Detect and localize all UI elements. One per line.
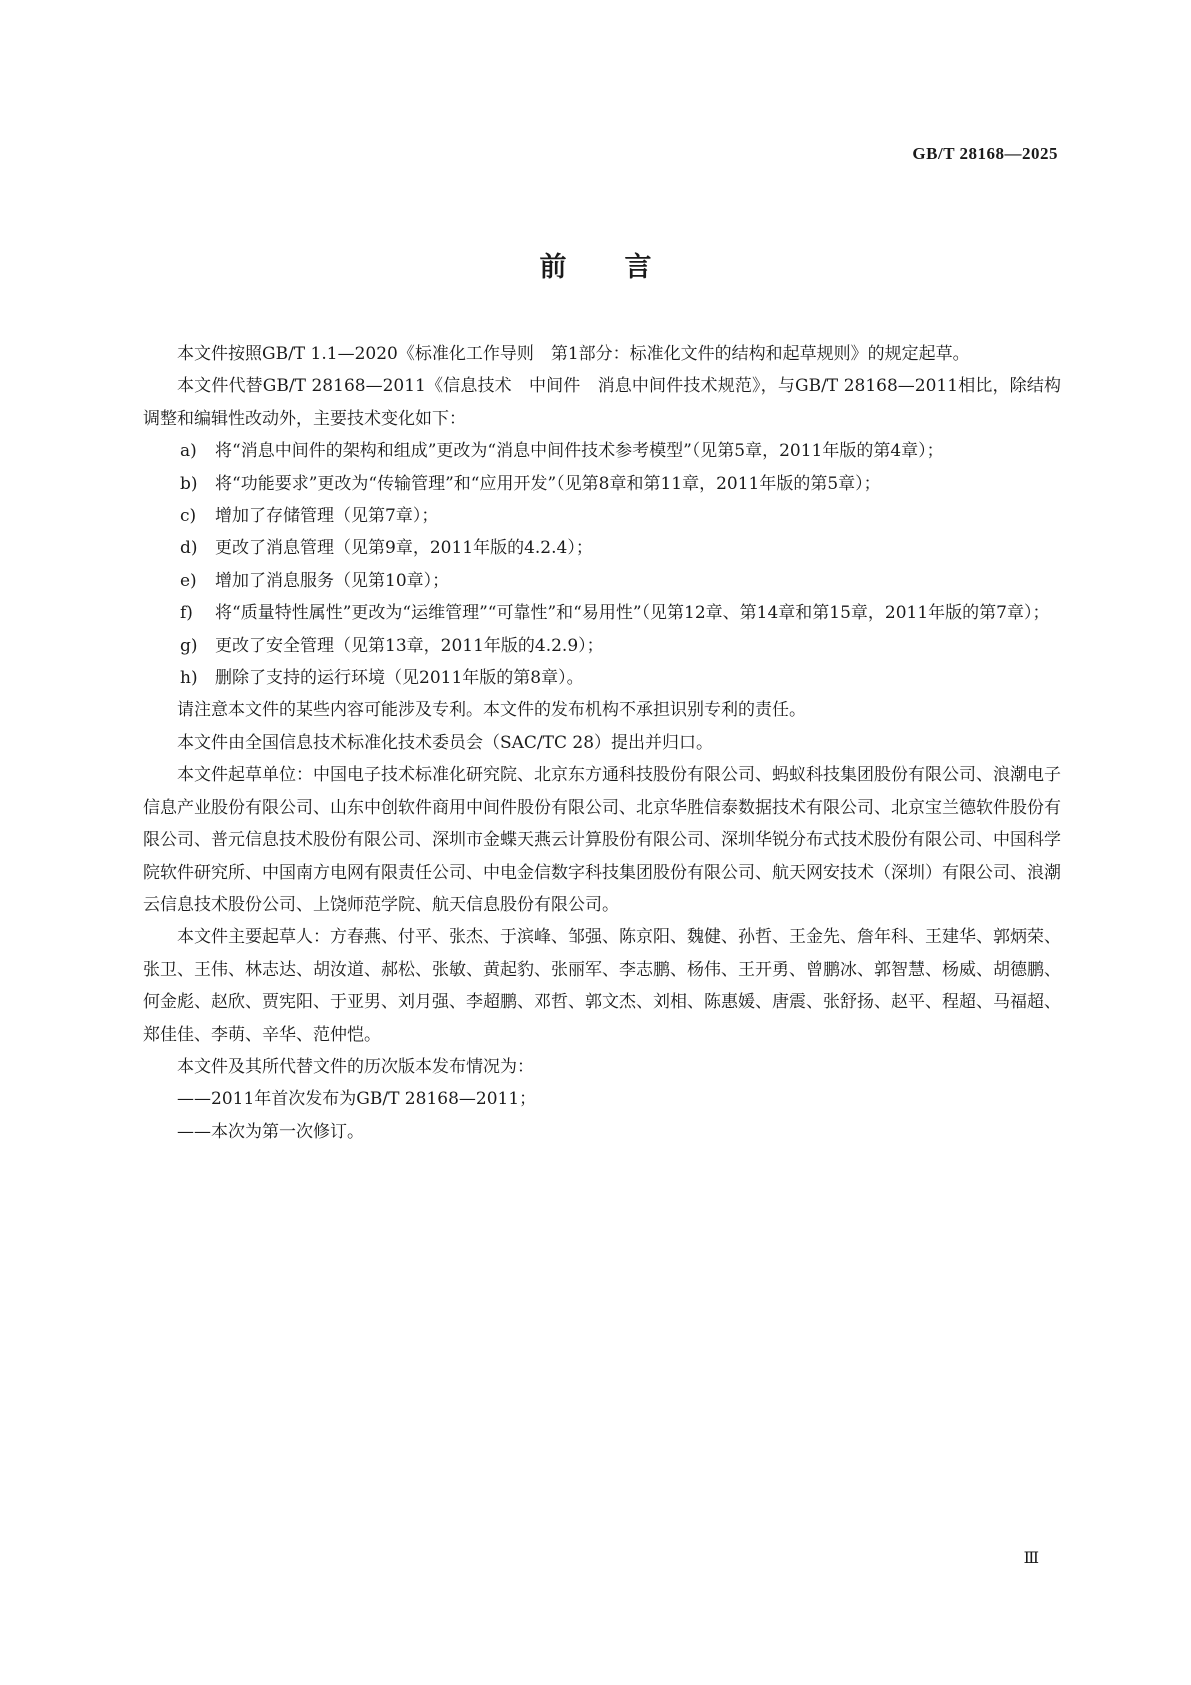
change-item-label: b) (180, 473, 198, 494)
change-item-label: c) (180, 506, 197, 527)
change-item-text: 将“质量特性属性”更改为“运维管理”“可靠性”和“易用性”（见第12章、第14章和第15章，2011年版的第7章）； (215, 603, 1050, 624)
paragraph-drafting-rules: 本文件按照GB/T 1.1—2020《标准化工作导则 第1部分：标准化文件的结构和起草规则》的规定起草。 (177, 344, 970, 364)
change-item-text: 更改了消息管理（见第9章，2011年版的4.2.4）； (215, 538, 593, 559)
foreword-body (143, 338, 1061, 1148)
change-item (143, 630, 1061, 662)
paragraph-proposer: 本文件由全国信息技术标准化技术委员会（SAC/TC 28）提出并归口。 (177, 732, 714, 753)
paragraph-drafting-units: 本文件起草单位：中国电子技术标准化研究院、北京东方通科技股份有限公司、蚂蚁科技集团股份有限公司、浪潮电子信息产业股份有限公司、山东中创软件商用中间件股份有限公司、北京华胜信泰数据技术有限公司、北京宝兰德软件股份有限公司、普元信息技术股份有限公司、深圳市金蝶天燕云计算股份有限公司、深圳华锐分布式技术股份有限公司、中国科学院软件研究所、中国南方电网有限责任公司、中电金信数字科技集团股份有限公司、航天网安技术（深圳）有限公司、浪潮云信息技术股份公司、上饶师范学院、航天信息股份有限公司。 (143, 765, 1061, 915)
history-item: ——本次为第一次修订。 (177, 1121, 364, 1142)
change-item (143, 662, 1061, 694)
change-item-text: 将“消息中间件的架构和组成”更改为“消息中间件技术参考模型”（见第5章，2011年版的第4章）； (215, 441, 944, 462)
page-title: 前言 (539, 252, 710, 283)
page-number: Ⅲ (1023, 1550, 1039, 1567)
change-item-label: e) (180, 570, 197, 591)
history-item: ——2011年首次发布为GB/T 28168—2011； (177, 1089, 537, 1110)
change-item (143, 565, 1061, 597)
change-item-text: 删除了支持的运行环境（见2011年版的第8章）。 (215, 668, 584, 689)
paragraph-drafters: 本文件主要起草人：方春燕、付平、张杰、于滨峰、邹强、陈京阳、魏健、孙哲、王金先、詹年科、王建华、郭炳荣、张卫、王伟、林志达、胡汝道、郝松、张敏、黄起豹、张丽军、李志鹏、杨伟、王开勇、曾鹏冰、郭智慧、杨威、胡德鹏、何金彪、赵欣、贾宪阳、于亚男、刘月强、李超鹏、邓哲、郭文杰、刘相、陈惠媛、唐震、张舒扬、赵平、程超、马福超、郑佳佳、李萌、辛华、范仲恺。 (143, 927, 1061, 1045)
paragraph-history-intro: 本文件及其所代替文件的历次版本发布情况为： (177, 1056, 534, 1077)
change-item-text: 增加了存储管理（见第7章）； (215, 506, 439, 527)
change-item-label: h) (180, 668, 198, 689)
change-item-label: d) (180, 538, 198, 559)
paragraph-patent-notice: 请注意本文件的某些内容可能涉及专利。本文件的发布机构不承担识别专利的责任。 (177, 700, 806, 721)
change-item-label: f) (180, 603, 193, 624)
change-item-label: g) (180, 635, 198, 656)
change-item-label: a) (180, 441, 197, 462)
change-item (143, 500, 1061, 532)
change-item-text: 更改了安全管理（见第13章，2011年版的4.2.9）； (215, 635, 604, 656)
paragraph-replacement: 本文件代替GB/T 28168—2011《信息技术 中间件 消息中间件技术规范》，与GB/T 28168—2011相比，除结构调整和编辑性改动外，主要技术变化如下： (143, 376, 1061, 429)
change-item (143, 468, 1061, 500)
change-item-text: 将“功能要求”更改为“传输管理”和“应用开发”（见第8章和第11章，2011年版的第5章）； (215, 473, 881, 494)
change-item (143, 532, 1061, 564)
change-item (143, 435, 1061, 467)
change-item (143, 597, 1061, 629)
standard-code: GB/T 28168—2025 (912, 144, 1058, 163)
change-item-text: 增加了消息服务（见第10章）； (215, 570, 450, 591)
